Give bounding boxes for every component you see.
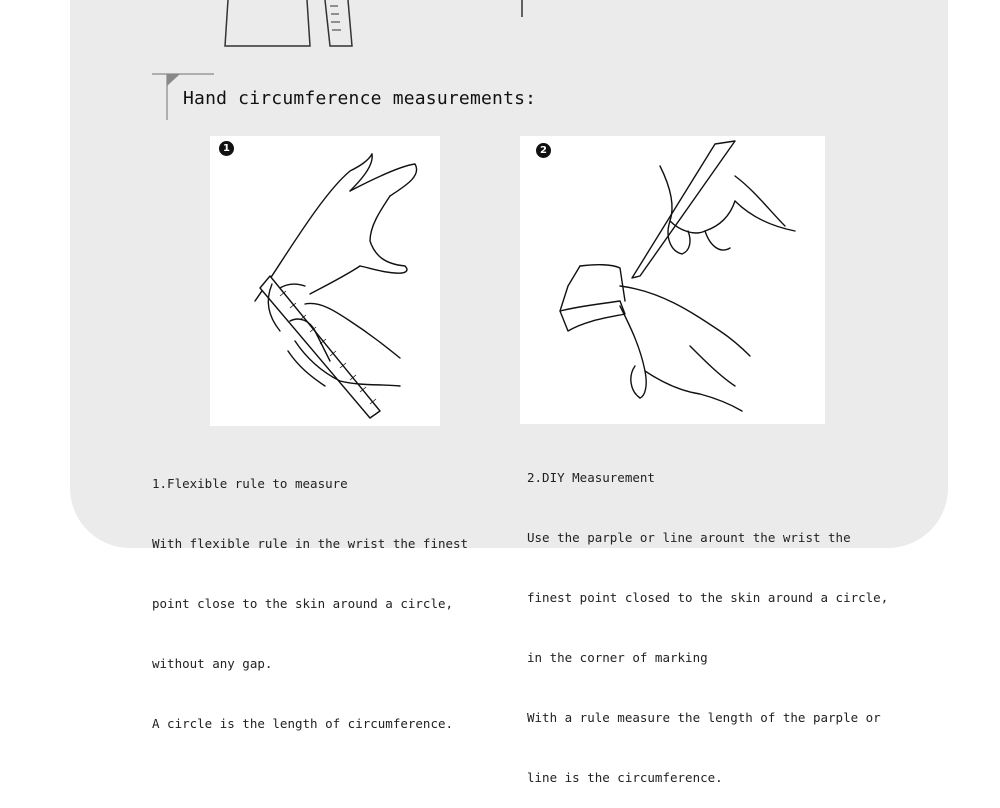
step-2-title: 2.DIY Measurement [527,470,655,485]
illustration-flexible-rule [210,136,440,426]
step-1-title: 1.Flexible rule to measure [152,476,348,491]
step-1-description [152,434,468,754]
cropped-top-illustration [0,0,1000,50]
step-2-line: in the corner of marking [527,650,708,665]
step-1-line: With flexible rule in the wrist the finest [152,536,469,551]
illustration-diy-measurement [520,136,825,424]
tape-measure-icon [210,136,440,426]
step-2-line: finest point closed to the skin around a circle, [527,590,889,605]
step-1-line: point close to the skin around a circle, [152,596,454,611]
pen-icon [520,136,825,424]
section-heading: Hand circumference measurements: [183,88,537,109]
step-1-badge-icon: 1 [219,141,234,156]
step-2-badge-icon: 2 [536,143,551,158]
step-2-line: Use the parple or line arount the wrist the [527,530,851,545]
step-1-line: without any gap. [152,656,273,671]
step-2-line: line is the circumference. [527,770,723,785]
step-2-line: With a rule measure the length of the parple or [527,710,881,725]
step-1-line: A circle is the length of circumference. [152,716,454,731]
step-2-description [527,428,888,808]
